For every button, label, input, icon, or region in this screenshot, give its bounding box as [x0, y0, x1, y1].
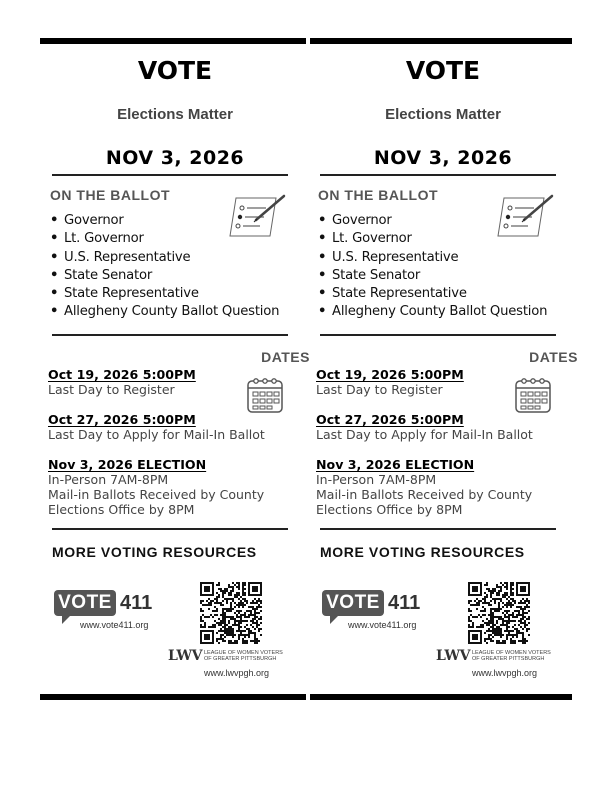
vote411-number: 411 [388, 592, 421, 614]
flyer-card-1 [40, 44, 310, 694]
ballot-item [50, 303, 279, 321]
date-description: In-Person 7AM-8PM [48, 472, 169, 487]
lwv-logo [168, 648, 283, 684]
bottom-rule-left [40, 694, 306, 700]
bullet-icon: • [50, 286, 59, 302]
ballot-item-label: Allegheny County Ballot Question [332, 304, 548, 320]
bullet-icon: • [318, 304, 327, 320]
date-entry [316, 367, 464, 397]
ballot-item [318, 212, 547, 230]
date-description: Last Day to Register [48, 382, 175, 397]
lwv-org-line1: LEAGUE OF WOMEN VOTERS [472, 650, 551, 656]
lwv-letters: LWV [168, 648, 202, 664]
ballot-list [318, 212, 547, 322]
date-entry [48, 367, 196, 397]
ballot-item [50, 230, 279, 248]
date-description: Elections Office by 8PM [316, 502, 463, 517]
flyer-title: VOTE [405, 56, 481, 85]
date-description: In-Person 7AM-8PM [316, 472, 437, 487]
lwv-org-line2: OF GREATER PITTSBURGH [472, 656, 545, 662]
bullet-icon: • [50, 267, 59, 283]
divider [52, 528, 288, 530]
date-label: Oct 19, 2026 5:00PM [316, 367, 464, 382]
date-label: Oct 19, 2026 5:00PM [48, 367, 196, 382]
vote411-logo [54, 590, 156, 632]
divider [52, 174, 288, 176]
ballot-item [318, 230, 547, 248]
flyer-title: VOTE [137, 56, 213, 85]
flyer-subtitle: Elections Matter [117, 106, 233, 123]
ballot-item [318, 303, 547, 321]
election-date: NOV 3, 2026 [105, 147, 245, 169]
date-description: Mail-in Ballots Received by County [48, 487, 265, 502]
divider [52, 334, 288, 336]
lwv-letters: LWV [436, 648, 470, 664]
date-label: Nov 3, 2026 ELECTION [48, 457, 207, 472]
ballot-item-label: Lt. Governor [332, 231, 412, 247]
ballot-item-label: Lt. Governor [64, 231, 144, 247]
bullet-icon: • [318, 213, 327, 228]
ballot-item-label: Allegheny County Ballot Question [64, 304, 280, 320]
bottom-rule-right [310, 694, 572, 700]
date-label: Oct 27, 2026 5:00PM [316, 412, 464, 427]
dates-heading: DATES [261, 349, 310, 365]
bullet-icon: • [318, 267, 327, 283]
date-description: Last Day to Apply for Mail-In Ballot [48, 427, 265, 442]
qr-code [200, 582, 262, 644]
ballot-item-label: State Senator [64, 267, 153, 283]
calendar-icon [245, 375, 285, 415]
ballot-item [50, 249, 279, 267]
resources-heading: MORE VOTING RESOURCES [52, 544, 257, 560]
lwv-org-line1: LEAGUE OF WOMEN VOTERS [204, 650, 283, 656]
calendar-icon [513, 375, 553, 415]
flyer-subtitle: Elections Matter [385, 106, 501, 123]
bullet-icon: • [318, 286, 327, 302]
vote411-logo [322, 590, 424, 632]
ballot-item [318, 267, 547, 285]
ballot-item [318, 285, 547, 303]
lwv-url[interactable]: www.lwvpgh.org [204, 668, 270, 678]
date-entry [316, 412, 533, 442]
lwv-url[interactable]: www.lwvpgh.org [472, 668, 538, 678]
ballot-item-label: State Representative [332, 286, 467, 302]
ballot-item-label: Governor [332, 213, 392, 228]
date-description: Mail-in Ballots Received by County [316, 487, 533, 502]
divider [320, 334, 556, 336]
vote411-word: VOTE [54, 590, 116, 616]
vote411-number: 411 [120, 592, 153, 614]
ballot-heading: ON THE BALLOT [50, 187, 171, 203]
divider [320, 528, 556, 530]
ballot-item [50, 285, 279, 303]
date-entry [48, 412, 265, 442]
date-entry [316, 457, 532, 517]
date-label: Oct 27, 2026 5:00PM [48, 412, 196, 427]
vote411-url[interactable]: www.vote411.org [348, 620, 417, 630]
qr-code [468, 582, 530, 644]
election-date: NOV 3, 2026 [373, 147, 513, 169]
bullet-icon: • [50, 249, 59, 265]
date-description: Elections Office by 8PM [48, 502, 195, 517]
lwv-logo [436, 648, 551, 684]
flyer-card-2 [308, 44, 578, 694]
ballot-item [50, 212, 279, 230]
date-description: Last Day to Register [316, 382, 443, 397]
ballot-item-label: U.S. Representative [332, 249, 459, 265]
dates-heading: DATES [529, 349, 578, 365]
ballot-heading: ON THE BALLOT [318, 187, 439, 203]
ballot-item [50, 267, 279, 285]
bullet-icon: • [50, 304, 59, 320]
bullet-icon: • [50, 213, 59, 228]
ballot-item-label: Governor [64, 213, 124, 228]
bullet-icon: • [318, 249, 327, 265]
date-label: Nov 3, 2026 ELECTION [316, 457, 475, 472]
bullet-icon: • [50, 231, 59, 247]
divider [320, 174, 556, 176]
ballot-item-label: U.S. Representative [64, 249, 191, 265]
bullet-icon: • [318, 231, 327, 247]
lwv-org-line2: OF GREATER PITTSBURGH [204, 656, 277, 662]
resources-heading: MORE VOTING RESOURCES [320, 544, 525, 560]
date-description: Last Day to Apply for Mail-In Ballot [316, 427, 533, 442]
vote411-url[interactable]: www.vote411.org [80, 620, 149, 630]
ballot-item-label: State Senator [332, 267, 421, 283]
vote411-word: VOTE [322, 590, 384, 616]
ballot-list [50, 212, 279, 322]
ballot-item [318, 249, 547, 267]
date-entry [48, 457, 264, 517]
ballot-item-label: State Representative [64, 286, 199, 302]
